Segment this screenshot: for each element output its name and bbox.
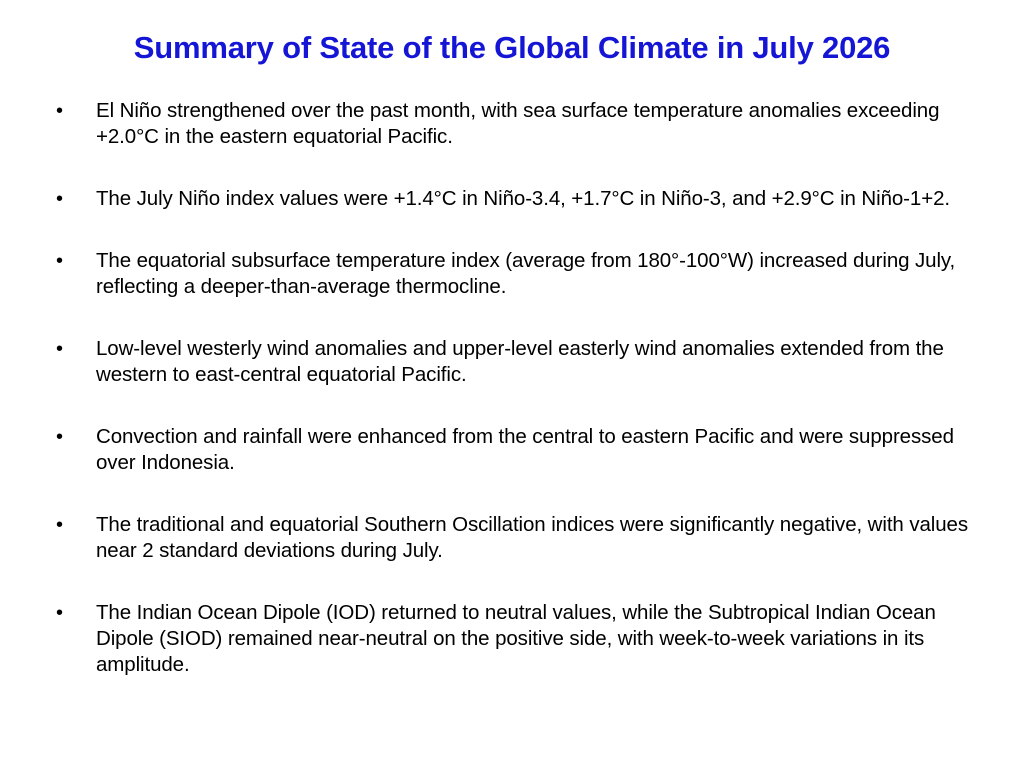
bullet-item	[56, 600, 981, 678]
bullet-dot-icon: •	[56, 250, 63, 272]
bullet-item	[56, 186, 981, 212]
bullet-dot-icon: •	[56, 188, 63, 210]
bullet-text: El Niño strengthened over the past month, with sea surface temperature anomalies exceeding +2.0°C in the eastern equatorial Pacific.	[96, 99, 940, 148]
bullet-dot-icon: •	[56, 100, 63, 122]
bullet-dot-icon: •	[56, 602, 63, 624]
bullet-text: Low-level westerly wind anomalies and upper-level easterly wind anomalies extended from the western to east-central equatorial Pacific.	[96, 337, 944, 386]
bullet-text: The equatorial subsurface temperature index (average from 180°-100°W) increased during July, reflecting a deeper-than-average thermocline.	[96, 249, 956, 298]
bullet-item	[56, 336, 981, 388]
bullet-item	[56, 248, 981, 300]
bullet-dot-icon: •	[56, 338, 63, 360]
bullet-text: The traditional and equatorial Southern Oscillation indices were significantly negative, with values near 2 standard deviations during July.	[96, 513, 968, 562]
bullet-text: Convection and rainfall were enhanced from the central to eastern Pacific and were suppressed over Indonesia.	[96, 425, 954, 474]
bullet-text: The Indian Ocean Dipole (IOD) returned to neutral values, while the Subtropical Indian Ocean Dipole (SIOD) remained near-neutral on the positive side, with week-to-week variations in its amplitude.	[96, 601, 936, 676]
slide-title: Summary of State of the Global Climate in July 2026	[133, 30, 891, 65]
bullet-list	[56, 98, 981, 714]
bullet-item	[56, 424, 981, 476]
bullet-item	[56, 512, 981, 564]
bullet-dot-icon: •	[56, 426, 63, 448]
bullet-text: The July Niño index values were +1.4°C in Niño-3.4, +1.7°C in Niño-3, and +2.9°C in Niño-1+2.	[96, 187, 950, 210]
bullet-dot-icon: •	[56, 514, 63, 536]
bullet-item	[56, 98, 981, 150]
